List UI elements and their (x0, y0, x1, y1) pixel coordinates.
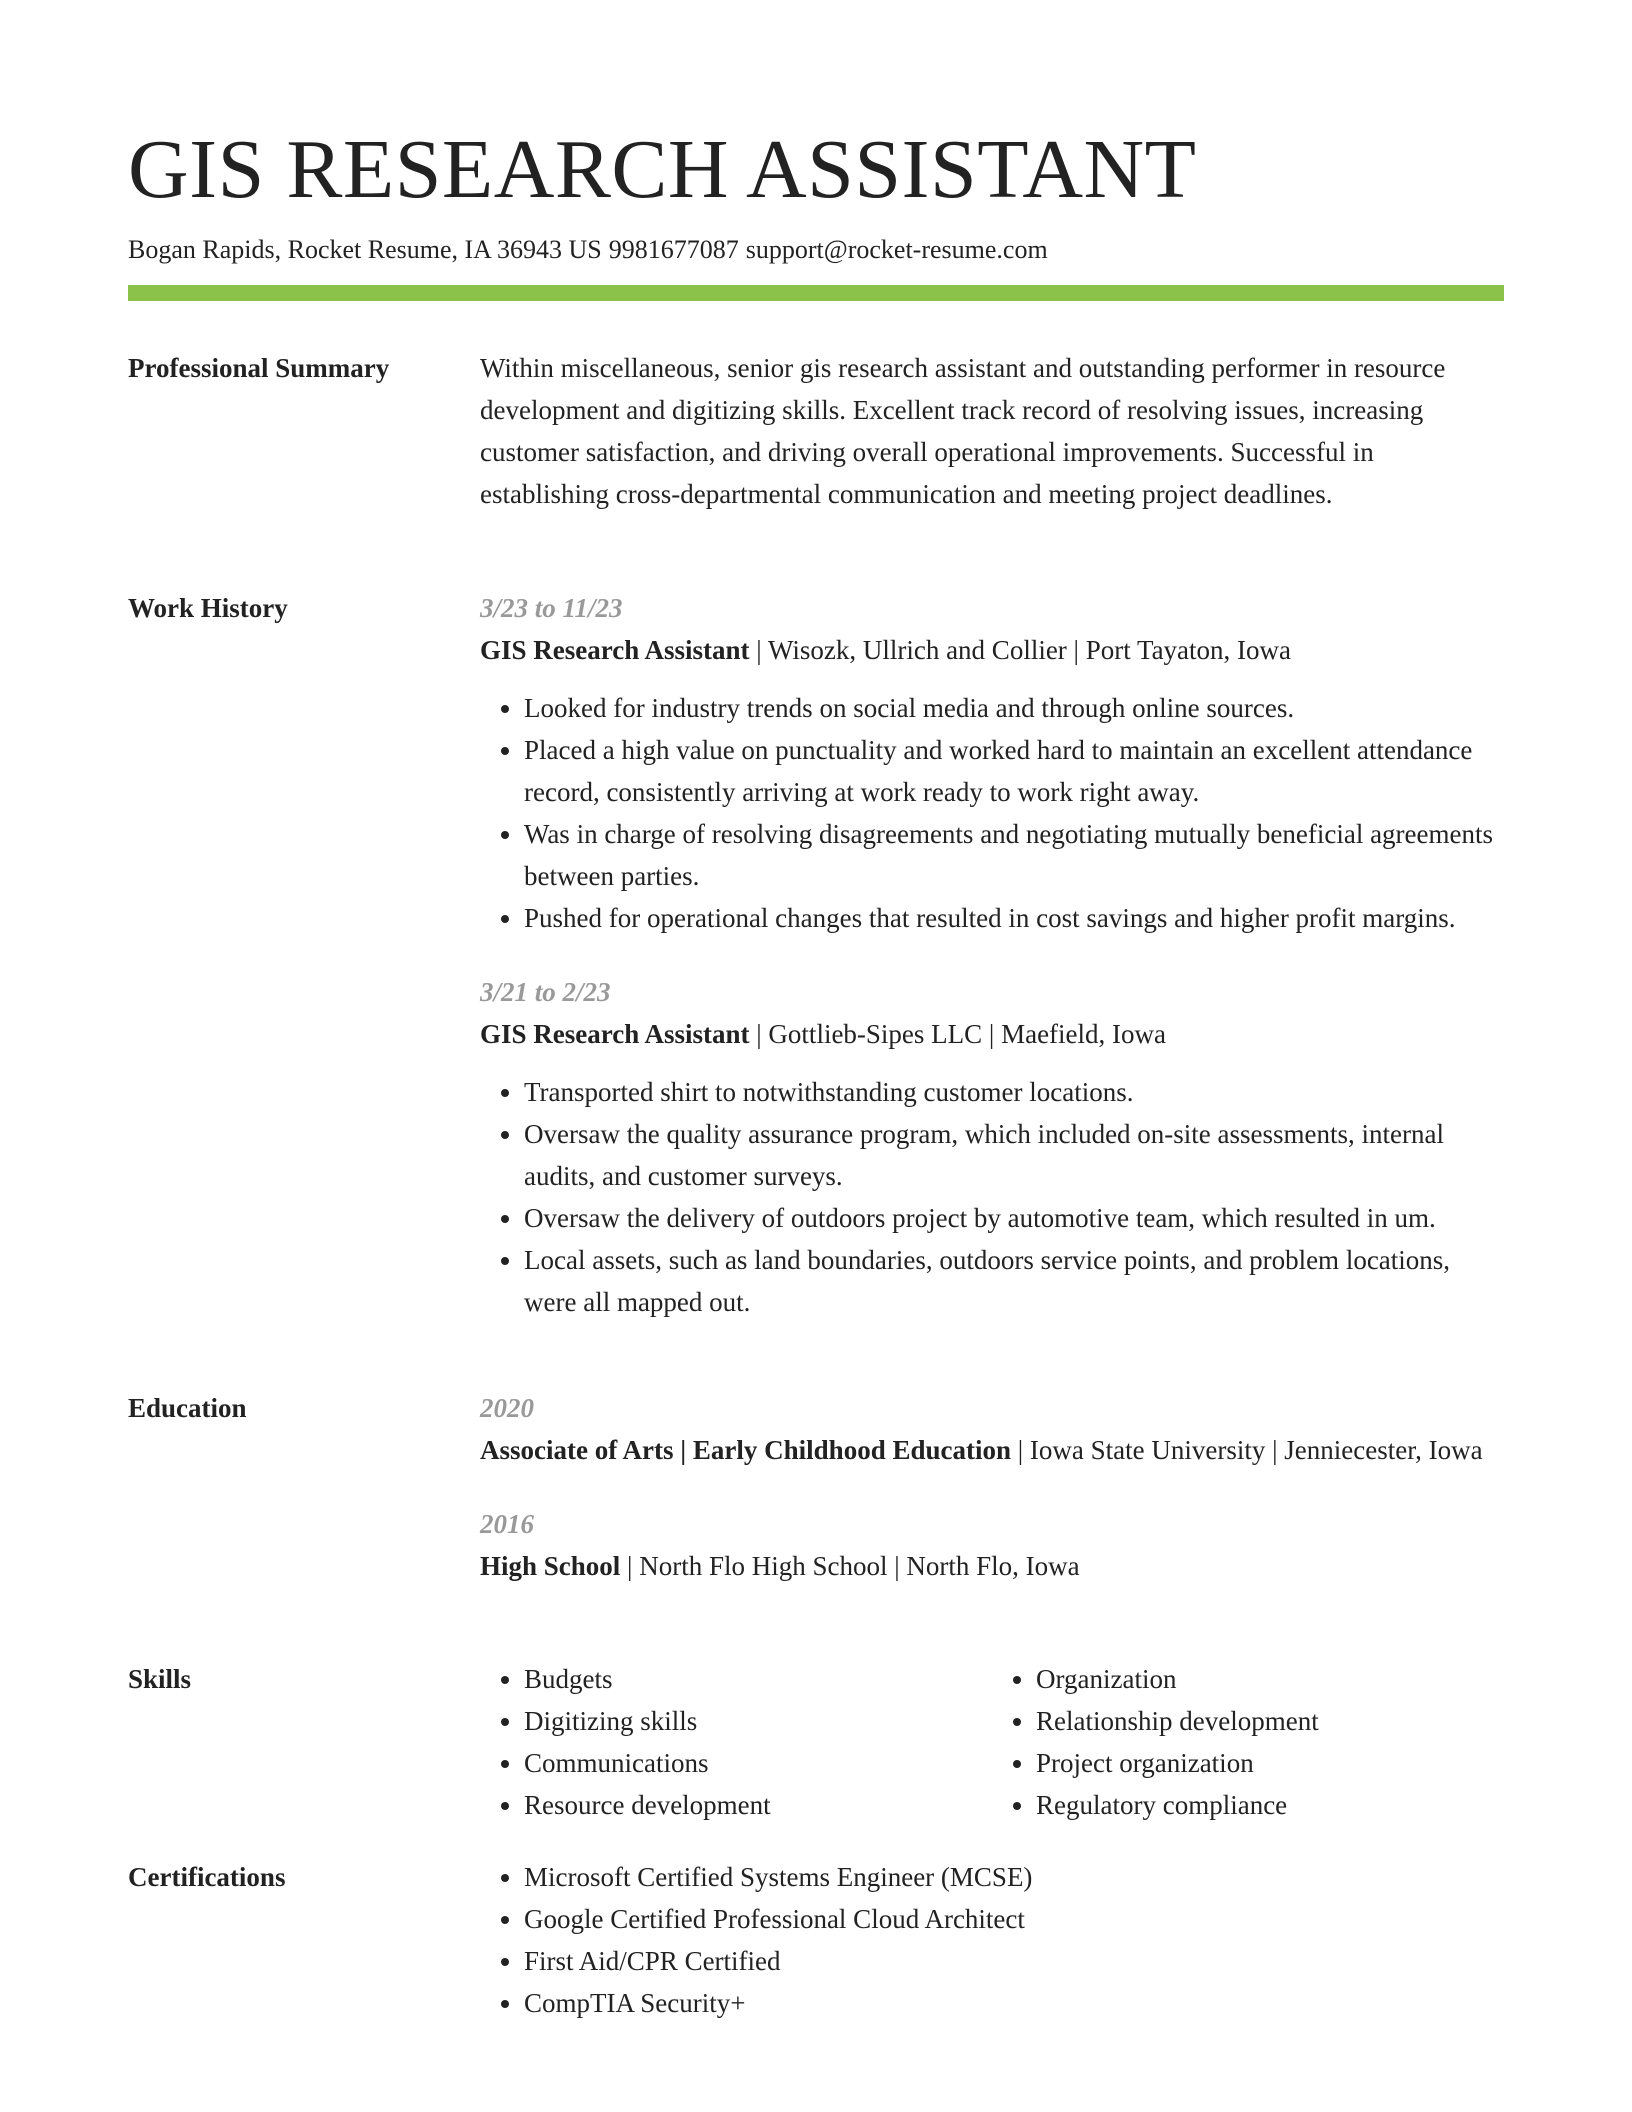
certification-item: • Google Certified Professional Cloud Architect (524, 1898, 1504, 1940)
job-bullet: • Placed a high value on punctuality and worked hard to maintain an excellent attendance record, consistently arriving at work ready to work right away. (524, 729, 1504, 813)
education-year: 2020 (480, 1393, 534, 1423)
education-degree: Associate of Arts | Early Childhood Education (480, 1435, 1011, 1465)
skill-item: • Organization (1036, 1658, 1504, 1700)
contact-line (128, 230, 1048, 270)
education-line (480, 1545, 1504, 1587)
contact-phone: 9981677087 (608, 235, 739, 264)
skills-list-left (480, 1658, 992, 1826)
section-label-summary: Professional Summary (128, 353, 390, 383)
education-entry (480, 1503, 1504, 1587)
contact-address: Bogan Rapids, Rocket Resume, IA 36943 US (128, 235, 602, 264)
job-title: GIS Research Assistant (480, 635, 750, 665)
education-line (480, 1429, 1504, 1471)
job-details: | Wisozk, Ullrich and Collier | Port Tayaton, Iowa (749, 635, 1292, 665)
job-bullet: • Looked for industry trends on social media and through online sources. (524, 687, 1504, 729)
job-bullets (480, 687, 1504, 939)
job-bullet: • Pushed for operational changes that resulted in cost savings and higher profit margins. (524, 897, 1504, 939)
summary-body (480, 347, 1504, 515)
education-entry (480, 1387, 1504, 1471)
education-year: 2016 (480, 1509, 534, 1539)
work-history-body (480, 587, 1504, 1323)
job-title-line (480, 629, 1504, 671)
education-degree: High School (480, 1551, 621, 1581)
job-bullet: • Local assets, such as land boundaries, outdoors service points, and problem locations, were all mapped out. (524, 1239, 1504, 1323)
skill-item: • Budgets (524, 1658, 992, 1700)
certifications-list (480, 1856, 1504, 2024)
education-details: | North Flo High School | North Flo, Iowa (620, 1551, 1080, 1581)
job-dates: 3/21 to 2/23 (480, 977, 611, 1007)
certification-item: • Microsoft Certified Systems Engineer (MCSE) (524, 1856, 1504, 1898)
skills-list-right (992, 1658, 1504, 1826)
contact-email: support@rocket-resume.com (745, 235, 1048, 264)
skill-item: • Communications (524, 1742, 992, 1784)
resume-name: GIS RESEARCH ASSISTANT (128, 123, 1197, 216)
education-body (480, 1387, 1504, 1587)
job-dates: 3/23 to 11/23 (480, 593, 623, 623)
skill-item: • Project organization (1036, 1742, 1504, 1784)
job-entry (480, 587, 1504, 939)
section-label-certifications: Certifications (128, 1862, 286, 1892)
job-title: GIS Research Assistant (480, 1019, 750, 1049)
job-title-line (480, 1013, 1504, 1055)
job-bullet: • Was in charge of resolving disagreements and negotiating mutually beneficial agreements between parties. (524, 813, 1504, 897)
job-details: | Gottlieb-Sipes LLC | Maefield, Iowa (749, 1019, 1167, 1049)
job-bullet: • Transported shirt to notwithstanding customer locations. (524, 1071, 1504, 1113)
certification-item: • CompTIA Security+ (524, 1982, 1504, 2024)
job-entry (480, 971, 1504, 1323)
certification-item: • First Aid/CPR Certified (524, 1940, 1504, 1982)
skills-columns (480, 1658, 1504, 1826)
skill-item: • Resource development (524, 1784, 992, 1826)
skill-item: • Regulatory compliance (1036, 1784, 1504, 1826)
job-bullet: • Oversaw the quality assurance program, which included on-site assessments, internal audits, and customer surveys. (524, 1113, 1504, 1197)
skill-item: • Relationship development (1036, 1700, 1504, 1742)
job-bullet: • Oversaw the delivery of outdoors project by automotive team, which resulted in um. (524, 1197, 1504, 1239)
skill-item: • Digitizing skills (524, 1700, 992, 1742)
job-bullets (480, 1071, 1504, 1323)
header-divider (128, 285, 1504, 301)
summary-text: Within miscellaneous, senior gis research assistant and outstanding performer in resource development and digitizing skills. Excellent track record of resolving issues, increasing customer satisfaction, and driving overall operational improvements. Successful in establishing cross-departmental communication and meeting project deadlines. (480, 353, 1446, 509)
section-label-education: Education (128, 1393, 247, 1423)
skills-body (480, 1658, 1504, 1826)
certifications-body (480, 1856, 1504, 2024)
education-details: | Iowa State University | Jenniecester, Iowa (1011, 1435, 1483, 1465)
section-label-skills: Skills (128, 1664, 192, 1694)
section-label-work-history: Work History (128, 593, 288, 623)
